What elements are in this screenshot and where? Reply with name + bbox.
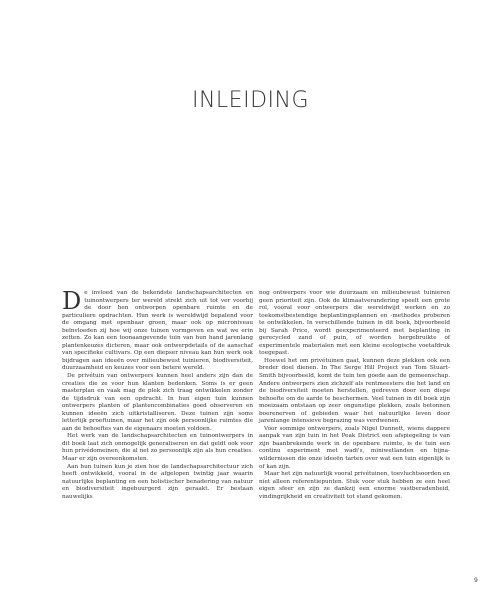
page-number: 9 (474, 577, 478, 584)
paragraph (62, 287, 253, 373)
text-column-right (259, 290, 450, 501)
paragraph-text: e invloed van de bekendste landschapsarchitecten en tuinontwerpers ter wereld strekt zich uit tot ver voorbij de door hen ontworpen openbare ruimte en de particuliere opdrachten. Hun werk is wereldwijd bepalend voor de omgang met openbaar groen, maar ook op microniveau beïnvloeden zij hoe wij onze tuinen vormgeven en wat we erin zetten. Zo kan een toonaangevende tuin van hun hand jarenlang plantenkeuzes dicteren, maar ook ontwerpdetails of de aanschaf van specifieke cultivars. Op een diepser niveau kan hun werk ook bijdragen aan ideeën over milieubewust tuinieren, biodiversiteit, duurzaamheid en keuzes voor een betere wereld. (62, 290, 253, 372)
paragraph: Voor sommige ontwerpers, zoals Nigel Dunnett, wiens dappere aanpak van zijn tuin in het Peak District een afspiegeling is van zijn baanbrekende werk in de openbare ruimte, is de tuin een continu experiment met wadi's, miniwetlanden en bijna-wildernissen die onze ideeën tarten over wat een tuin eigenlijk is of kan zijn. (259, 425, 450, 470)
paragraph: Aan hun tuinen kun je zien hoe de landschapsarchitectuur zich heeft ontwikkeld, vooral in de afgelopen twintig jaar waarin natuurlijke beplanting en een holistischer benadering van natuur en biodiversiteit ingebuurgerd zijn geraakt. Er bestaan nauwelijks (62, 463, 253, 500)
paragraph: nog ontwerpers voor wie duurzaam en milieubewust tuinieren geen prioriteit zijn. Ook de klimaatverandering speelt een grote rol, vooral voor ontwerpers die wereldwijd werken en zo toekomstbestendige beplantingsplannen en -methodes proberen te ontwikkelen. In verschillende tuinen in dit boek, bijvoorbeeld bij Sarah Price, wordt geexperimenteerd met beplanting in gerecycled zand of puin, of worden hergebruikte of experimentele materialen met een kleine ecologische voetafdruk toegepast. (259, 290, 450, 357)
paragraph: Maar het zijn natuurlijk vooral privétuinen, toevluchtsoorden en niet alleen referentiepunten. Stuk voor stuk hebben ze een heel eigen sfeer en zijn ze dankzij een enorme vastberadenheid, vindingrijkheid en creativiteit tot stand gekomen. (259, 471, 450, 500)
drop-cap: D (62, 287, 82, 315)
paragraph: De privétuin van ontwerpers kunnen heel anders zijn dan de creaties die ze voor hun klanten bedenken. Soms is er geen masterplan en vaak mag de plek zich traag ontwikkelen zonder de tijdsdruk van een opdracht. In hun eigen tuin kunnen ontwerpers planten of plantencombinaties goed observeren en kunnen ideeën zich uitkristalliseren. Deze tuinen zijn soms letterlijk proeftuinen, maar het zijn ook persoonlijke ruimtes die aan de behoeftes van de eigenaars moeten voldoen. (62, 373, 253, 432)
paragraph: Hoewel het om privétuinen gaat, kunnen deze plekken ook een breder doel dienen. In The Serge Hill Project van Tom Stuart-Smith bijvoorbeeld, komt de tuin ten goede aan de gemeenschap. Andere ontwerpers zien zichzelf als rentmeesters die het land en de biodiversiteit moeten herstellen, gedreven door een diepe behoefte om de aarde te beschermen. Veel tuinen in dit boek zijn moeizaam ontstaan op zeer ongunstige plekken, zoals betonnen boerenerven of gebieden waar het natuurlijke leven door jarenlange intensieve begrazing was verdwenen. (259, 357, 450, 425)
text-column-left (62, 287, 253, 501)
page-title: INLEIDING (191, 88, 310, 113)
paragraph: Het werk van de landschapsarchitecten en tuinontwerpers in dit boek laat zich onmogelijk generaliseren en dat geldt ook voor hun privédomeinen, die al net zo persoonlijk zijn als hun creaties. Maar er zijn overeenkomsten. (62, 433, 253, 463)
